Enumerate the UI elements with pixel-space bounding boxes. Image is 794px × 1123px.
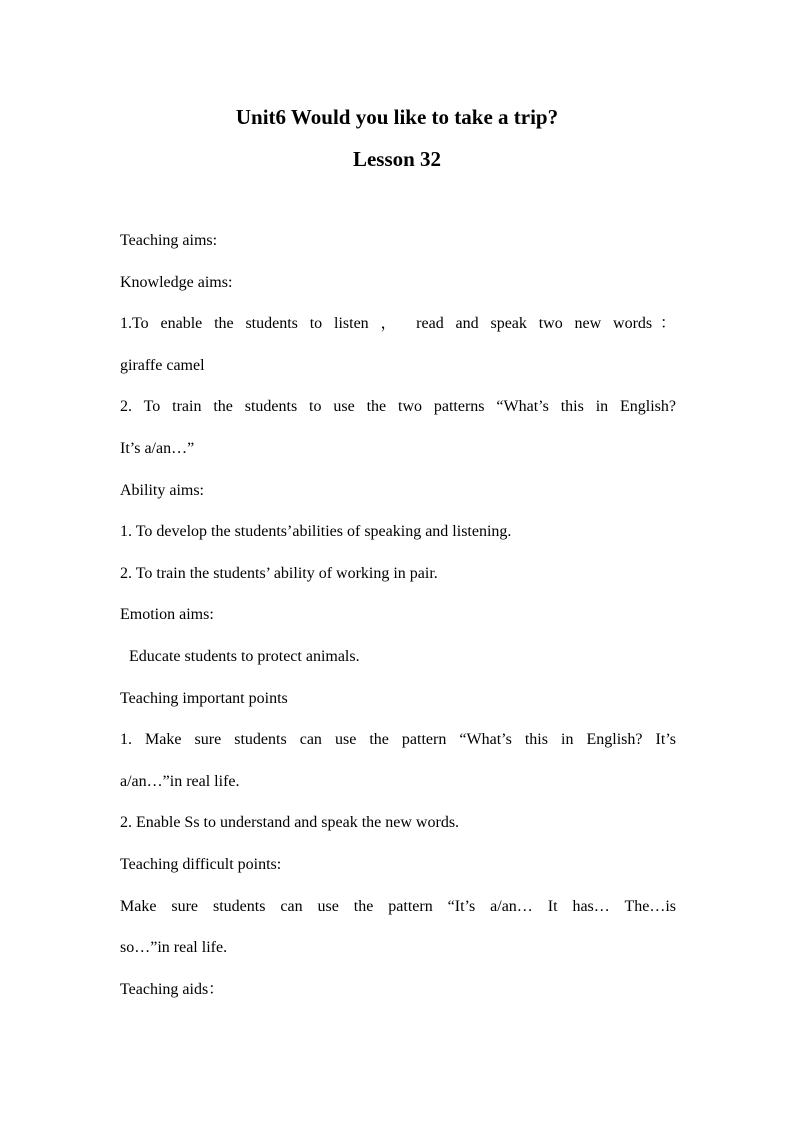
difficult-point-1: Make sure students can use the pattern “It’s a/an… It has… The…is <box>120 897 676 915</box>
ability-aim-1: 1. To develop the students’abilities of speaking and listening. <box>120 523 512 541</box>
knowledge-aim-2: 2. To train the students to use the two patterns “What’s this in English? <box>120 398 676 416</box>
knowledge-aim-1-words: giraffe camel <box>120 356 205 374</box>
document-body <box>120 228 676 1018</box>
important-point-2: 2. Enable Ss to understand and speak the new words. <box>120 814 460 832</box>
emotion-aim-1: Educate students to protect animals. <box>129 647 360 665</box>
difficult-point-1-continued: so…”in real life. <box>120 939 228 957</box>
document-title: Unit6 Would you like to take a trip? <box>235 105 559 129</box>
heading-teaching-aims: Teaching aims: <box>120 232 218 249</box>
heading-knowledge-aims: Knowledge aims: <box>120 273 233 291</box>
heading-ability-aims: Ability aims: <box>120 481 204 499</box>
ability-aim-2: 2. To train the students’ ability of working in pair. <box>120 564 438 582</box>
heading-important-points: Teaching important points <box>120 689 288 707</box>
knowledge-aim-1: 1.To enable the students to listen ， read and speak two new words： <box>120 315 676 333</box>
heading-difficult-points: Teaching difficult points: <box>120 855 282 873</box>
heading-teaching-aids: Teaching aids： <box>120 980 225 998</box>
important-point-1-continued: a/an…”in real life. <box>120 772 240 790</box>
document-subtitle: Lesson 32 <box>352 147 442 171</box>
important-point-1: 1. Make sure students can use the pattern “What’s this in English? It’s <box>120 731 676 749</box>
knowledge-aim-2-continued: It’s a/an…” <box>120 439 195 457</box>
heading-emotion-aims: Emotion aims: <box>120 606 214 624</box>
